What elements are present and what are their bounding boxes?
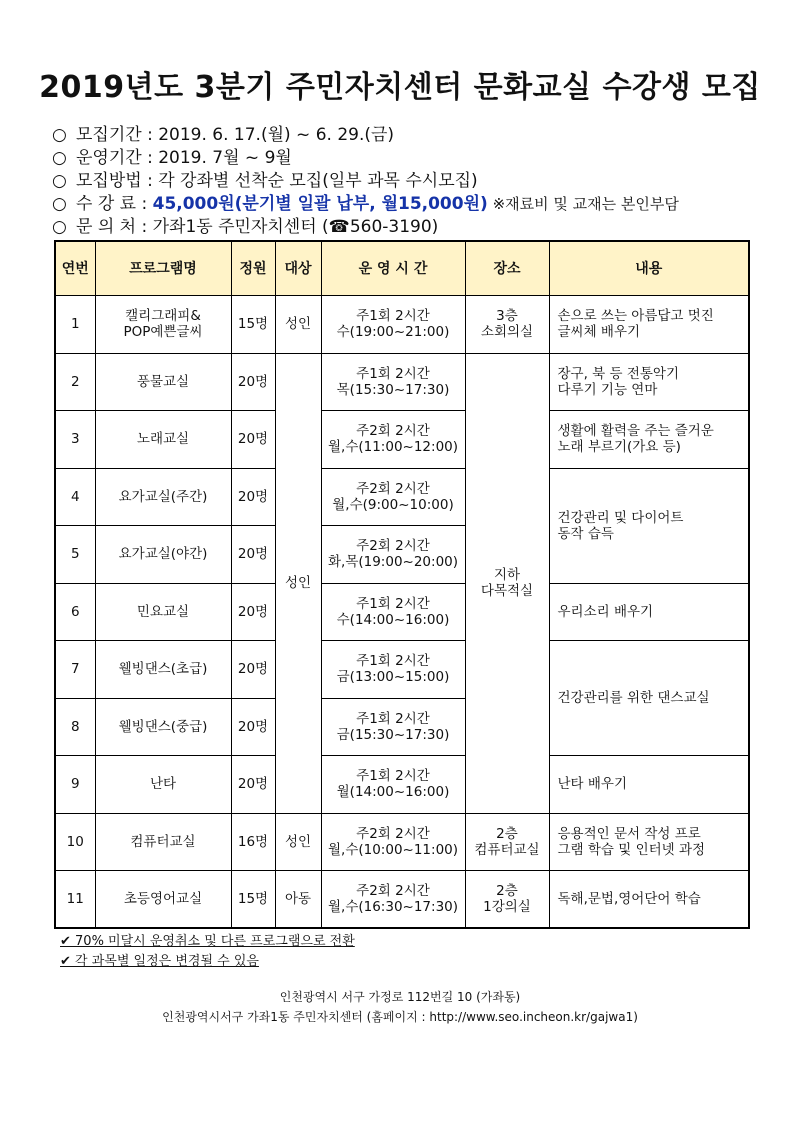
cell-place: 3층 소회의실: [465, 296, 549, 354]
schedule-table: [54, 240, 750, 929]
cell-capacity: 20명: [231, 411, 275, 469]
footnote-cancellation: ✔ 70% 미달시 운영취소 및 다른 프로그램으로 전환: [60, 934, 355, 949]
cell-capacity: 16명: [231, 813, 275, 871]
table-row: [55, 641, 749, 699]
cell-program: 민요교실: [95, 583, 231, 641]
fee-amount: 45,000원(분기별 일괄 납부, 월15,000원): [152, 194, 488, 214]
cell-time: 주2회 2시간 월,수(11:00~12:00): [321, 411, 465, 469]
cell-program: 초등영어교실: [95, 871, 231, 929]
cell-time: 주1회 2시간 수(19:00~21:00): [321, 296, 465, 354]
cell-time: 주2회 2시간 월,수(16:30~17:30): [321, 871, 465, 929]
table-row: [55, 871, 749, 929]
cell-target: 아동: [275, 871, 321, 929]
cell-time: 주2회 2시간 화,목(19:00~20:00): [321, 526, 465, 584]
cell-program: 요가교실(주간): [95, 468, 231, 526]
cell-capacity: 20명: [231, 353, 275, 411]
cell-place: 2층 컴퓨터교실: [465, 813, 549, 871]
page-title: 2019년도 3분기 주민자치센터 문화교실 수강생 모집: [39, 70, 761, 105]
cell-no: 7: [55, 641, 95, 699]
info-operation-period: ○ 운영기간 : 2019. 7월 ~ 9월: [52, 148, 292, 168]
cell-capacity: 15명: [231, 871, 275, 929]
cell-program: 풍물교실: [95, 353, 231, 411]
table-row: [55, 583, 749, 641]
table-row: [55, 353, 749, 411]
cell-capacity: 20명: [231, 641, 275, 699]
cell-program: 캘리그래피& POP예쁜글씨: [95, 296, 231, 354]
cell-no: 10: [55, 813, 95, 871]
table-row: [55, 756, 749, 814]
cell-program: 요가교실(야간): [95, 526, 231, 584]
header-capacity: 정원: [231, 241, 275, 296]
info-contact: ○ 문 의 처 : 가좌1동 주민자치센터 (☎560-3190): [52, 217, 439, 237]
header-place: 장소: [465, 241, 549, 296]
info-fee: ○ 수 강 료 : 45,000원(분기별 일괄 납부, 월15,000원) ※재료비 및 교재는 본인부담: [52, 194, 679, 214]
cell-target: 성인: [275, 813, 321, 871]
cell-content: 장구, 북 등 전통악기 다루기 기능 연마: [549, 353, 749, 411]
table-header: [55, 241, 749, 296]
cell-capacity: 15명: [231, 296, 275, 354]
cell-target-merged: 성인: [275, 353, 321, 813]
cell-place: 2층 1강의실: [465, 871, 549, 929]
cell-content-merged: 건강관리 및 다이어트 동작 습득: [549, 468, 749, 583]
header-program: 프로그램명: [95, 241, 231, 296]
cell-no: 5: [55, 526, 95, 584]
table-row: [55, 411, 749, 469]
cell-program: 웰빙댄스(초급): [95, 641, 231, 699]
cell-content-merged: 건강관리를 위한 댄스교실: [549, 641, 749, 756]
cell-time: 주2회 2시간 월,수(10:00~11:00): [321, 813, 465, 871]
cell-time: 주1회 2시간 금(13:00~15:00): [321, 641, 465, 699]
header-time: 운 영 시 간: [321, 241, 465, 296]
table-row: [55, 813, 749, 871]
cell-no: 11: [55, 871, 95, 929]
cell-content: 난타 배우기: [549, 756, 749, 814]
cell-no: 3: [55, 411, 95, 469]
cell-time: 주1회 2시간 금(15:30~17:30): [321, 698, 465, 756]
cell-program: 난타: [95, 756, 231, 814]
cell-capacity: 20명: [231, 756, 275, 814]
header-content: 내용: [549, 241, 749, 296]
header-target: 대상: [275, 241, 321, 296]
cell-capacity: 20명: [231, 526, 275, 584]
cell-time: 주1회 2시간 목(15:30~17:30): [321, 353, 465, 411]
address-line: 인천광역시 서구 가정로 112번길 10 (가좌동): [279, 990, 521, 1004]
cell-content: 독해,문법,영어단어 학습: [549, 871, 749, 929]
cell-time: 주2회 2시간 월,수(9:00~10:00): [321, 468, 465, 526]
info-recruit-period: ○ 모집기간 : 2019. 6. 17.(월) ~ 6. 29.(금): [52, 125, 395, 145]
cell-no: 1: [55, 296, 95, 354]
footnotes: [60, 932, 355, 972]
cell-time: 주1회 2시간 월(14:00~16:00): [321, 756, 465, 814]
cell-target: 성인: [275, 296, 321, 354]
cell-capacity: 20명: [231, 468, 275, 526]
cell-no: 2: [55, 353, 95, 411]
cell-place-merged: 지하 다목적실: [465, 353, 549, 813]
footnote-schedule-change: ✔ 각 과목별 일정은 변경될 수 있음: [60, 954, 259, 969]
cell-no: 9: [55, 756, 95, 814]
cell-content: 우리소리 배우기: [549, 583, 749, 641]
cell-no: 4: [55, 468, 95, 526]
cell-content: 응용적인 문서 작성 프로 그램 학습 및 인터넷 과정: [549, 813, 749, 871]
header-no: 연번: [55, 241, 95, 296]
cell-capacity: 20명: [231, 698, 275, 756]
fee-note: ※재료비 및 교재는 본인부담: [487, 195, 679, 213]
info-recruit-method: ○ 모집방법 : 각 강좌별 선착순 모집(일부 과목 수시모집): [52, 171, 478, 191]
table-row: [55, 468, 749, 526]
table-row: [55, 296, 749, 354]
cell-content: 생활에 활력을 주는 즐거운 노래 부르기(가요 등): [549, 411, 749, 469]
cell-program: 컴퓨터교실: [95, 813, 231, 871]
homepage-line: 인천광역시서구 가좌1동 주민자치센터 (홈페이지 : http://www.seo.incheon.kr/gajwa1): [162, 1010, 638, 1024]
cell-no: 8: [55, 698, 95, 756]
cell-no: 6: [55, 583, 95, 641]
info-section: [52, 124, 772, 239]
cell-program: 웰빙댄스(중급): [95, 698, 231, 756]
cell-content: 손으로 쓰는 아름답고 멋진 글씨체 배우기: [549, 296, 749, 354]
cell-capacity: 20명: [231, 583, 275, 641]
cell-time: 주1회 2시간 수(14:00~16:00): [321, 583, 465, 641]
cell-program: 노래교실: [95, 411, 231, 469]
